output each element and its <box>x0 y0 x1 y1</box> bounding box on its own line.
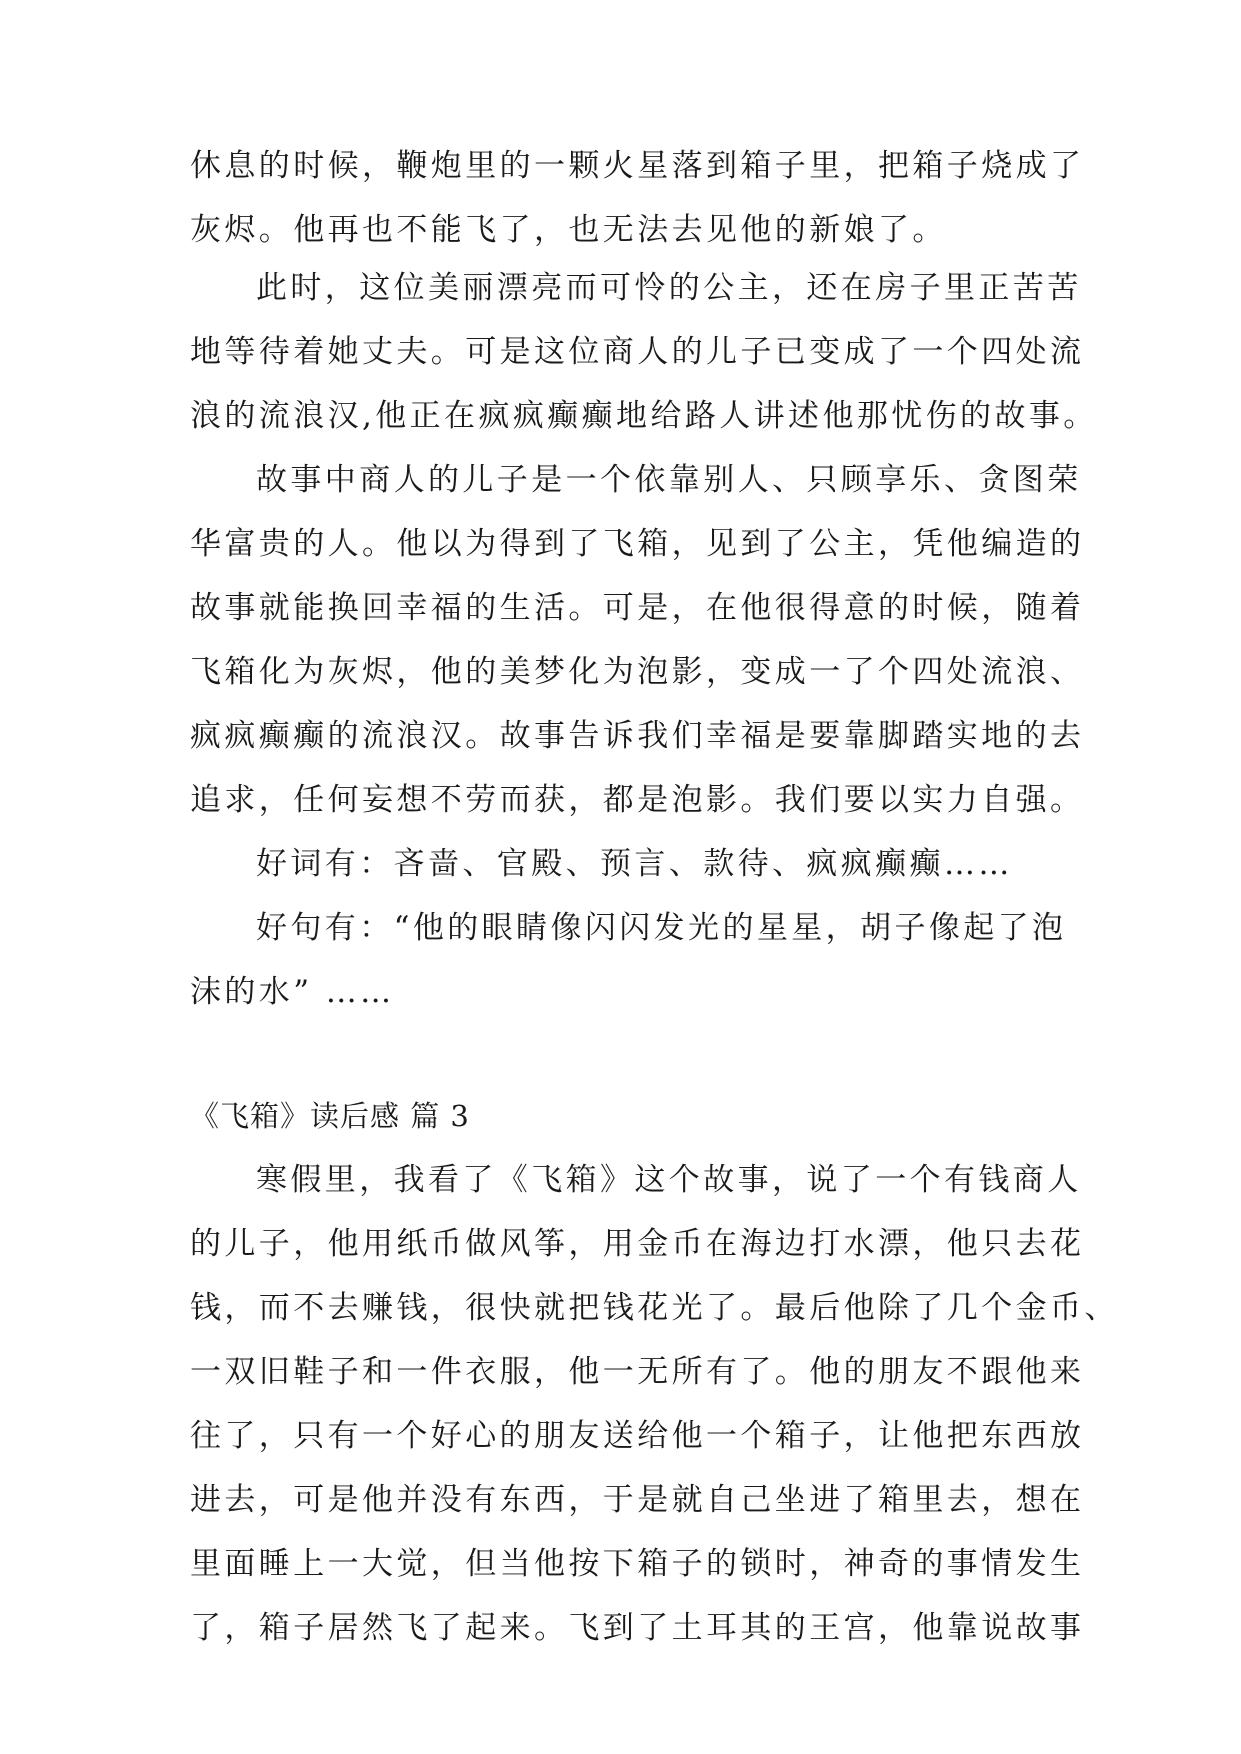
paragraph-line: 一双旧鞋子和一件衣服，他一无所有了。他的朋友不跟他来 <box>190 1354 1085 1390</box>
continued-paragraph <box>190 134 1085 262</box>
paragraph-line: 往了，只有一个好心的朋友送给他一个箱子，让他把东西放 <box>190 1418 1085 1454</box>
paragraph-line: 灰烬。他再也不能飞了，也无法去见他的新娘了。 <box>190 212 947 248</box>
paragraph-moral <box>190 448 1085 832</box>
paragraph-line: 钱，而不去赚钱，很快就把钱花光了。最后他除了几个金币、 <box>190 1290 1119 1326</box>
paragraph-line: 飞箱化为灰烬，他的美梦化为泡影，变成一了个四处流浪、 <box>190 654 1085 690</box>
paragraph-line: 故事中商人的儿子是一个依靠别人、只顾享乐、贪图荣 <box>256 462 1082 498</box>
paragraph-line: 进去，可是他并没有东西，于是就自己坐进了箱里去，想在 <box>190 1482 1085 1518</box>
section-heading: 《飞箱》读后感 篇 3 <box>190 1099 470 1133</box>
paragraph-line: 沫的水” …… <box>190 974 395 1010</box>
paragraph-princess <box>190 256 1098 448</box>
paragraph-line: 追求，任何妄想不劳而获，都是泡影。我们要以实力自强。 <box>190 782 1085 818</box>
paragraph-line: 地等待着她丈夫。可是这位商人的儿子已变成了一个四处流 <box>190 334 1085 370</box>
paragraph-line: 好词有：吝啬、官殿、预言、款待、疯疯癫癫…… <box>256 846 1013 882</box>
paragraph-line: 了，箱子居然飞了起来。飞到了土耳其的王宫，他靠说故事 <box>190 1610 1085 1646</box>
paragraph-line: 故事就能换回幸福的生活。可是，在他很得意的时候，随着 <box>190 590 1085 626</box>
paragraph-line: 好句有：“他的眼睛像闪闪发光的星星，胡子像起了泡 <box>256 910 1067 946</box>
good-sentences <box>190 896 1070 1024</box>
paragraph-line: 的儿子，他用纸币做风筝，用金币在海边打水漂，他只去花 <box>190 1226 1085 1262</box>
paragraph-line: 浪的流浪汉,他正在疯疯癫癫地给路人讲述他那忧伤的故事。 <box>190 398 1098 434</box>
paragraph-line: 寒假里，我看了《飞箱》这个故事，说了一个有钱商人 <box>256 1162 1082 1198</box>
good-words <box>190 832 1070 896</box>
paragraph-line: 里面睡上一大觉，但当他按下箱子的锁时，神奇的事情发生 <box>190 1546 1085 1582</box>
paragraph-line: 疯疯癫癫的流浪汉。故事告诉我们幸福是要靠脚踏实地的去 <box>190 718 1085 754</box>
paragraph-line: 休息的时候，鞭炮里的一颗火星落到箱子里，把箱子烧成了 <box>190 148 1085 184</box>
paragraph-section3 <box>190 1148 1119 1660</box>
section-heading-block <box>190 1084 1070 1148</box>
paragraph-line: 华富贵的人。他以为得到了飞箱，见到了公主，凭他编造的 <box>190 526 1085 562</box>
paragraph-line: 此时，这位美丽漂亮而可怜的公主，还在房子里正苦苦 <box>256 270 1082 306</box>
